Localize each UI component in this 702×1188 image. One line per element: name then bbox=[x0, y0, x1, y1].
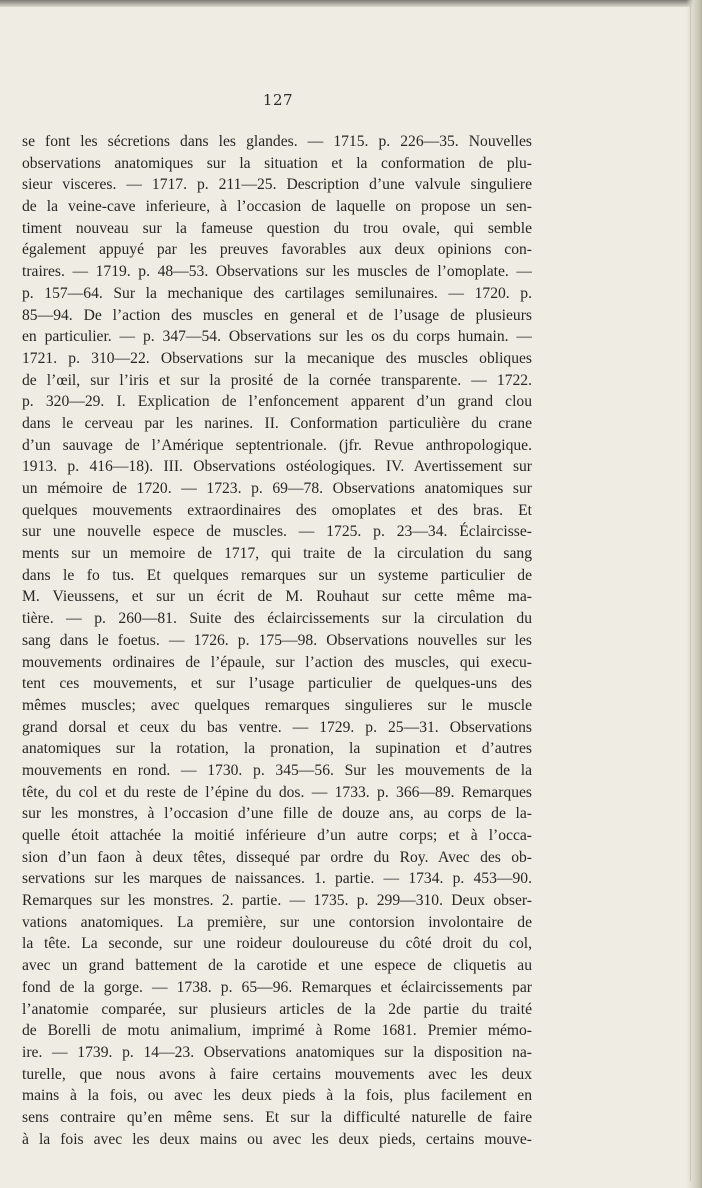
text-line: tière. — p. 260—81. Suite des éclaircissements sur la circulation du bbox=[22, 610, 532, 628]
text-line: tent ces mouvements, et sur l’usage particulier de quelques-uns des bbox=[22, 675, 532, 693]
text-line: servations sur les marques de naissances. 1. partie. — 1734. p. 453—90. bbox=[22, 870, 532, 888]
text-line: grand dorsal et ceux du bas ventre. — 1729. p. 25—31. Observations bbox=[22, 718, 532, 736]
text-line: mouvements en rond. — 1730. p. 345—56. Sur les mouvements de la bbox=[22, 761, 532, 779]
text-line: turelle, que nous avons à faire certains mouvements avec les deux bbox=[22, 1065, 532, 1083]
text-line: fond de la gorge. — 1738. p. 65—96. Remarques et éclaircissements par bbox=[22, 978, 532, 996]
text-line: quelques mouvements extraordinaires des omoplates et des bras. Et bbox=[22, 501, 532, 519]
text-line: avec un grand battement de la carotide et une espece de cliquetis au bbox=[22, 957, 532, 975]
text-line: timent nouveau sur la fameuse question du trou ovale, qui semble bbox=[22, 219, 532, 237]
page-top-edge bbox=[0, 0, 702, 7]
body-text bbox=[22, 131, 532, 1150]
text-line: tête, du col et du reste de l’épine du dos. — 1733. p. 366—89. Remarques bbox=[22, 783, 532, 801]
text-line: p. 320—29. I. Explication de l’enfoncement apparent d’un grand clou bbox=[22, 393, 532, 411]
text-line: observations anatomiques sur la situation et la conformation de plu- bbox=[22, 154, 532, 172]
text-line: l’anatomie comparée, sur plusieurs articles de la 2de partie du traité bbox=[22, 1000, 532, 1018]
text-line: sens contraire qu’en même sens. Et sur la difficulté naturelle de faire bbox=[22, 1108, 532, 1126]
text-line: M. Vieussens, et sur un écrit de M. Rouhaut sur cette même ma- bbox=[22, 588, 532, 606]
text-line: mêmes muscles; avec quelques remarques singulieres sur le muscle bbox=[22, 696, 532, 714]
text-line: sang dans le foetus. — 1726. p. 175—98. Observations nouvelles sur les bbox=[22, 631, 532, 649]
text-line: sion d’un faon à deux têtes, dissequé par ordre du Roy. Avec des ob- bbox=[22, 848, 532, 866]
text-line: 1913. p. 416—18). III. Observations ostéologiques. IV. Avertissement sur bbox=[22, 458, 532, 476]
text-line: Remarques sur les monstres. 2. partie. — 1735. p. 299—310. Deux obser- bbox=[22, 892, 532, 910]
text-line: d’un sauvage de l’Amérique septentrionale. (jfr. Revue anthropologique. bbox=[22, 436, 532, 454]
text-line: à la fois avec les deux mains ou avec les deux pieds, certains mouve- bbox=[22, 1130, 532, 1148]
text-line: traires. — 1719. p. 48—53. Observations sur les muscles de l’omoplate. — bbox=[22, 263, 532, 281]
text-line: p. 157—64. Sur la mechanique des cartilages semilunaires. — 1720. p. bbox=[22, 284, 532, 302]
text-line: ire. — 1739. p. 14—23. Observations anatomiques sur la disposition na- bbox=[22, 1043, 532, 1061]
text-line: également appuyé par les preuves favorables aux deux opinions con- bbox=[22, 241, 532, 259]
text-line: anatomiques sur la rotation, la pronation, la supination et d’autres bbox=[22, 740, 532, 758]
text-line: ments sur un memoire de 1717, qui traite de la circulation du sang bbox=[22, 545, 532, 563]
text-line: sieur visceres. — 1717. p. 211—25. Description d’une valvule singuliere bbox=[22, 176, 532, 194]
text-line: mains à la fois, ou avec les deux pieds à la fois, plus facilement en bbox=[22, 1087, 532, 1105]
text-line: la tête. La seconde, sur une roideur douloureuse du côté droit du col, bbox=[22, 935, 532, 953]
text-line: un mémoire de 1720. — 1723. p. 69—78. Observations anatomiques sur bbox=[22, 480, 532, 497]
text-line: mouvements ordinaires de l’épaule, sur l’action des muscles, qui execu- bbox=[22, 653, 532, 671]
page-fold-shadow bbox=[690, 6, 691, 1181]
page-right-edge bbox=[686, 0, 702, 1188]
text-line: de Borelli de motu animalium, imprimé à Rome 1681. Premier mémo- bbox=[22, 1022, 532, 1040]
text-line: se font les sécretions dans les glandes. — 1715. p. 226—35. Nouvelles bbox=[22, 133, 532, 150]
text-line: de la veine-cave inferieure, à l’occasion de laquelle on propose un sen- bbox=[22, 198, 532, 216]
text-line: 85—94. De l’action des muscles en general et de l’usage de plusieurs bbox=[22, 306, 532, 324]
text-line: sur les monstres, à l’occasion d’une fille de douze ans, au corps de la- bbox=[22, 805, 532, 823]
text-line: en particulier. — p. 347—54. Observations sur les os du corps humain. — bbox=[22, 328, 532, 346]
text-line: de l’œil, sur l’iris et sur la prosité de la cornée transparente. — 1722. bbox=[22, 371, 532, 389]
text-line: quelle étoit attachée la moitié inférieure d’un autre corps; et à l’occa- bbox=[22, 827, 532, 844]
text-line: dans le cerveau par les narines. II. Conformation particulière du crane bbox=[22, 414, 532, 432]
text-line: dans le fo tus. Et quelques remarques sur un systeme particulier de bbox=[22, 566, 532, 584]
text-line: vations anatomiques. La première, sur une contorsion involontaire de bbox=[22, 913, 532, 931]
page-number: 127 bbox=[262, 91, 294, 109]
text-line: 1721. p. 310—22. Observations sur la mecanique des muscles obliques bbox=[22, 349, 532, 367]
text-line: sur une nouvelle espece de muscles. — 1725. p. 23—34. Éclaircisse- bbox=[22, 523, 532, 541]
